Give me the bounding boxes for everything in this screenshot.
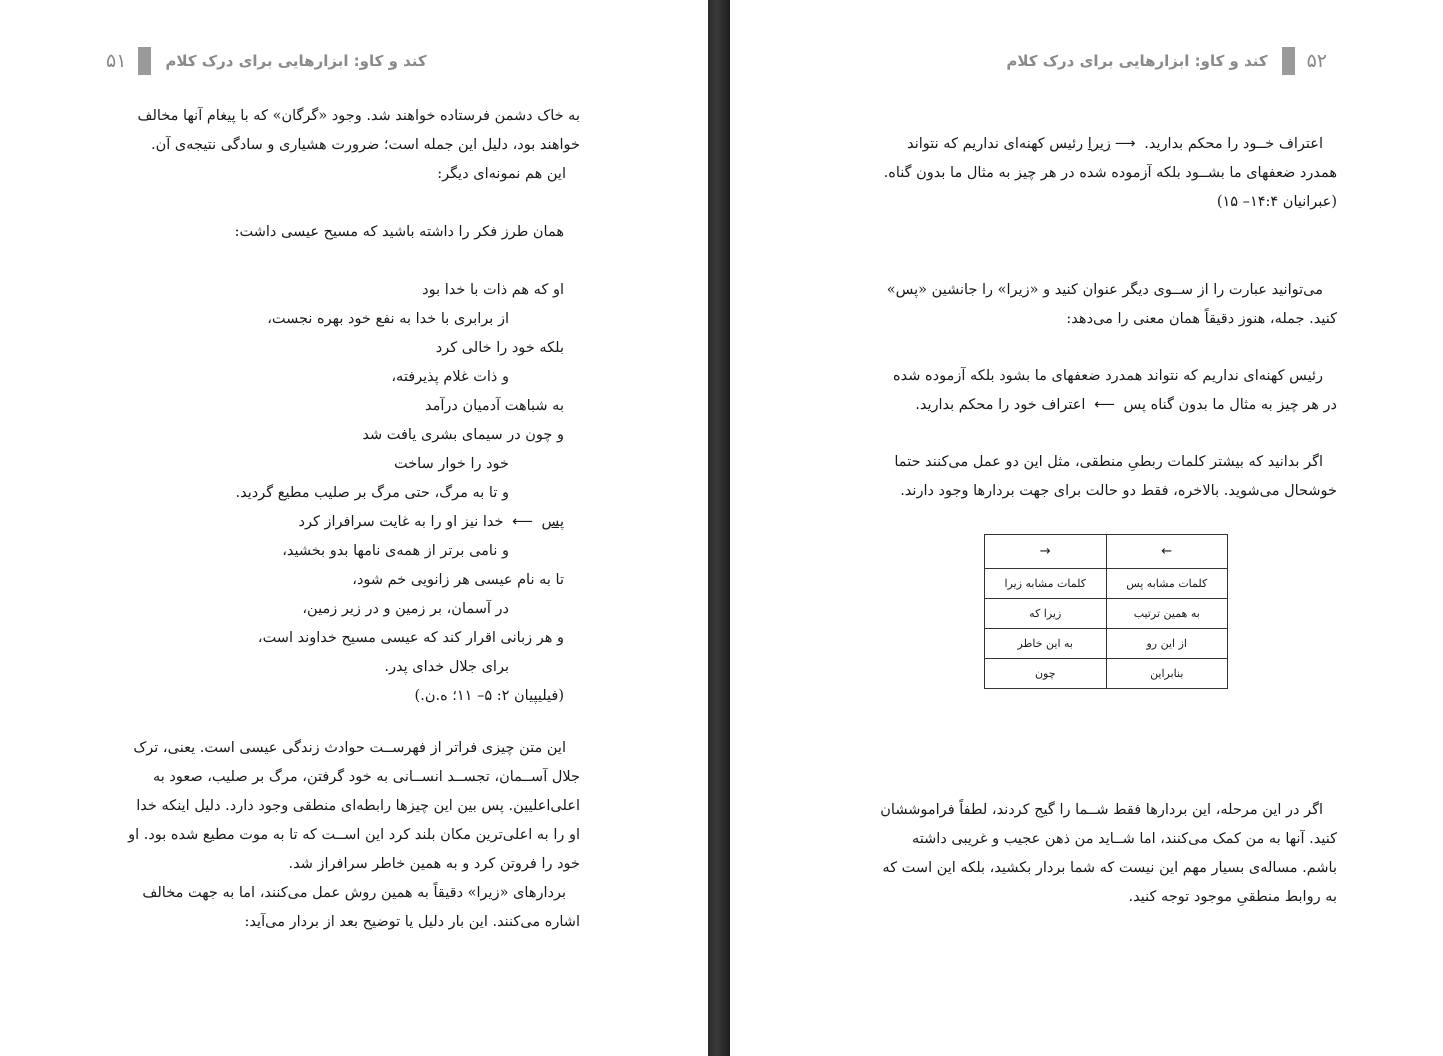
header-marker bbox=[1282, 47, 1295, 75]
right-page-header bbox=[1006, 46, 1327, 76]
text-line: بردارهای «زیرا» دقیقاً به همین روش عمل می‌کنند، اما به جهت مخالف bbox=[142, 885, 566, 901]
text-line: کنید. آنها به من کمک می‌کنند، اما شــاید من ذهن عجیب و غریبی داشته bbox=[912, 831, 1337, 847]
verse-line: بلکه خود را خالی کرد bbox=[435, 340, 564, 356]
text-line: همدرد ضعفهای ما بشــود بلکه آزموده شده در هر چیز به مثال ما بدون گناه. bbox=[883, 165, 1337, 181]
arrow-right-icon: ⟶ bbox=[1114, 136, 1136, 152]
verse-line: و هر زبانی اقرار کند که عیسی مسیح خداوند است، bbox=[257, 630, 564, 646]
text-line: خود را فروتن کرد و به همین خاطر سرافراز شد. bbox=[288, 856, 580, 872]
text-line: همان طرز فکر را داشته باشید که مسیح عیسی داشت: bbox=[234, 224, 564, 240]
table-row bbox=[985, 629, 1228, 659]
text-line: اگر بدانید که بیشتر کلمات ربطیِ منطقی، مثل این دو عمل می‌کنند حتما bbox=[894, 454, 1323, 470]
text-line-with-arrow bbox=[857, 391, 1337, 420]
text-line: خوشحال می‌شوید. بالاخره، فقط دو حالت برای جهت بردارها وجود دارند. bbox=[900, 483, 1337, 499]
text-line: اعلی‌اعلیین. پس بین این چیزها رابطه‌ای منطقی وجود دارد. دلیل اینکه خدا bbox=[136, 798, 580, 814]
quote-intro bbox=[235, 218, 564, 247]
text-fragment: در هر چیز به مثال ما بدون گناه پس bbox=[1123, 397, 1337, 413]
text-line: جلال آســمان، تجســد انســانی به خود گرفتن، مرگ بر صلیب، صعود به bbox=[152, 769, 580, 785]
table-row bbox=[985, 569, 1228, 599]
page-number: ۵۲ bbox=[1306, 50, 1327, 72]
text-line: اگر در این مرحله، این بردارها فقط شــما را گیج کردند، لطفاً فراموششان bbox=[880, 802, 1323, 818]
table-cell: به این خاطر bbox=[985, 629, 1107, 659]
running-title: کند و کاو: ابزارهایی برای درک کلام bbox=[165, 52, 427, 70]
table-cell: به همین ترتیب bbox=[1106, 599, 1228, 629]
right-page bbox=[730, 0, 1443, 1056]
table-cell: کلمات مشابه پس bbox=[1106, 569, 1228, 599]
text-line: اشاره می‌کنند. این بار دلیل یا توضیح بعد از بردار می‌آید: bbox=[244, 914, 580, 930]
table-row bbox=[985, 599, 1228, 629]
table-row bbox=[985, 659, 1228, 689]
text-line: رئیس کهنه‌ای نداریم که نتواند همدرد ضعفهای ما بشود بلکه آزموده شده bbox=[893, 368, 1323, 384]
arrow-left-icon: ⟵ bbox=[512, 514, 533, 530]
text-line: به خاک دشمن فرستاده خواهند شد. وجود «گرگان» که با پیغام آنها مخالف bbox=[137, 108, 580, 124]
restatement-paragraph bbox=[857, 276, 1337, 334]
verse-line: به شباهت آدمیان درآمد bbox=[424, 398, 564, 414]
restated-quote bbox=[857, 362, 1337, 420]
text-line: کنید. جمله، هنوز دقیقاً همان معنی را می‌دهد: bbox=[1066, 311, 1337, 327]
verse-line: در آسمان، بر زمین و در زیر زمین، bbox=[302, 601, 509, 617]
arrow-right-icon: → bbox=[985, 535, 1107, 569]
text-fragment: اعتراف خــود را محکم بدارید. bbox=[1144, 136, 1323, 152]
verse-line: و چون در سیمای بشری یافت شد bbox=[362, 427, 564, 443]
closing-paragraph bbox=[857, 796, 1337, 912]
text-line: خواهند بود، دلیل این جمله است؛ ضرورت هشیاری و سادگی نتیجه‌ی آن. bbox=[150, 137, 580, 153]
connector-word: زیرا bbox=[1087, 136, 1111, 152]
connectors-paragraph bbox=[857, 448, 1337, 506]
left-page bbox=[0, 0, 708, 1056]
arrow-left-icon: ⟵ bbox=[1094, 397, 1115, 413]
page-number: ۵۱ bbox=[106, 50, 127, 72]
connector-word: پس bbox=[541, 514, 564, 530]
table-cell: بنابراین bbox=[1106, 659, 1228, 689]
book-spine bbox=[708, 0, 730, 1056]
text-line: به روابط منطقیِ موجود توجه کنید. bbox=[1128, 889, 1337, 905]
verse-text: خدا نیز او را به غایت سرافراز کرد bbox=[298, 514, 504, 530]
table-header-row bbox=[985, 535, 1228, 569]
table-cell: کلمات مشابه زیرا bbox=[985, 569, 1107, 599]
commentary-paragraph bbox=[100, 734, 580, 937]
table-cell: چون bbox=[985, 659, 1107, 689]
running-title: کند و کاو: ابزارهایی برای درک کلام bbox=[1006, 52, 1268, 70]
verse-line: تا به نام عیسی هر زانویی خم شود، bbox=[352, 572, 564, 588]
text-line-with-arrow bbox=[857, 130, 1337, 159]
verse-line: و تا به مرگ، حتی مرگ بر صلیب مطیع گردید. bbox=[235, 485, 509, 501]
intro-paragraph bbox=[100, 102, 580, 189]
verse-line: و نامی برتر از همه‌ی نامها بدو بخشید، bbox=[282, 543, 509, 559]
text-line: این هم نمونه‌ای دیگر: bbox=[437, 166, 566, 182]
verse-line: برای جلال خدای پدر. bbox=[384, 659, 509, 675]
text-fragment: اعتراف خود را محکم بدارید. bbox=[915, 397, 1086, 413]
verse-line: او که هم ذات با خدا بود bbox=[422, 282, 564, 298]
vector-words-table bbox=[984, 534, 1228, 689]
left-page-header bbox=[106, 46, 427, 76]
verse-reference: (فیلیپیان ۲: ۵– ۱۱؛ ه.ن.) bbox=[414, 688, 564, 704]
text-line: (عبرانیان ۱۴:۴– ۱۵) bbox=[1216, 194, 1337, 210]
verse-line: خود را خوار ساخت bbox=[393, 456, 509, 472]
text-line: او را به اعلی‌ترین مکان بلند کرد این اســت که تا به موت مطیع شده بود. او bbox=[128, 827, 580, 843]
arrow-left-icon: ← bbox=[1106, 535, 1228, 569]
header-marker bbox=[138, 47, 151, 75]
table-cell: زیرا که bbox=[985, 599, 1107, 629]
verse-line: از برابری با خدا به نفع خود بهره نجست، bbox=[267, 311, 509, 327]
quote-paragraph bbox=[857, 130, 1337, 217]
table-cell: از این رو bbox=[1106, 629, 1228, 659]
text-line: این متن چیزی فراتر از فهرســت حوادث زندگی عیسی است. یعنی، ترک bbox=[133, 740, 566, 756]
text-fragment: رئیس کهنه‌ای نداریم که نتواند bbox=[907, 136, 1084, 152]
verse-block bbox=[184, 276, 564, 711]
verse-line-with-arrow bbox=[184, 508, 564, 537]
verse-line: و ذات غلام پذیرفته، bbox=[391, 369, 509, 385]
text-line: باشم. مساله‌ی بسیار مهم این نیست که شما بردار بکشید، بلکه این است که bbox=[882, 860, 1337, 876]
text-line: می‌توانید عبارت را از ســوی دیگر عنوان کنید و «زیرا» را جانشین «پس» bbox=[886, 282, 1323, 298]
